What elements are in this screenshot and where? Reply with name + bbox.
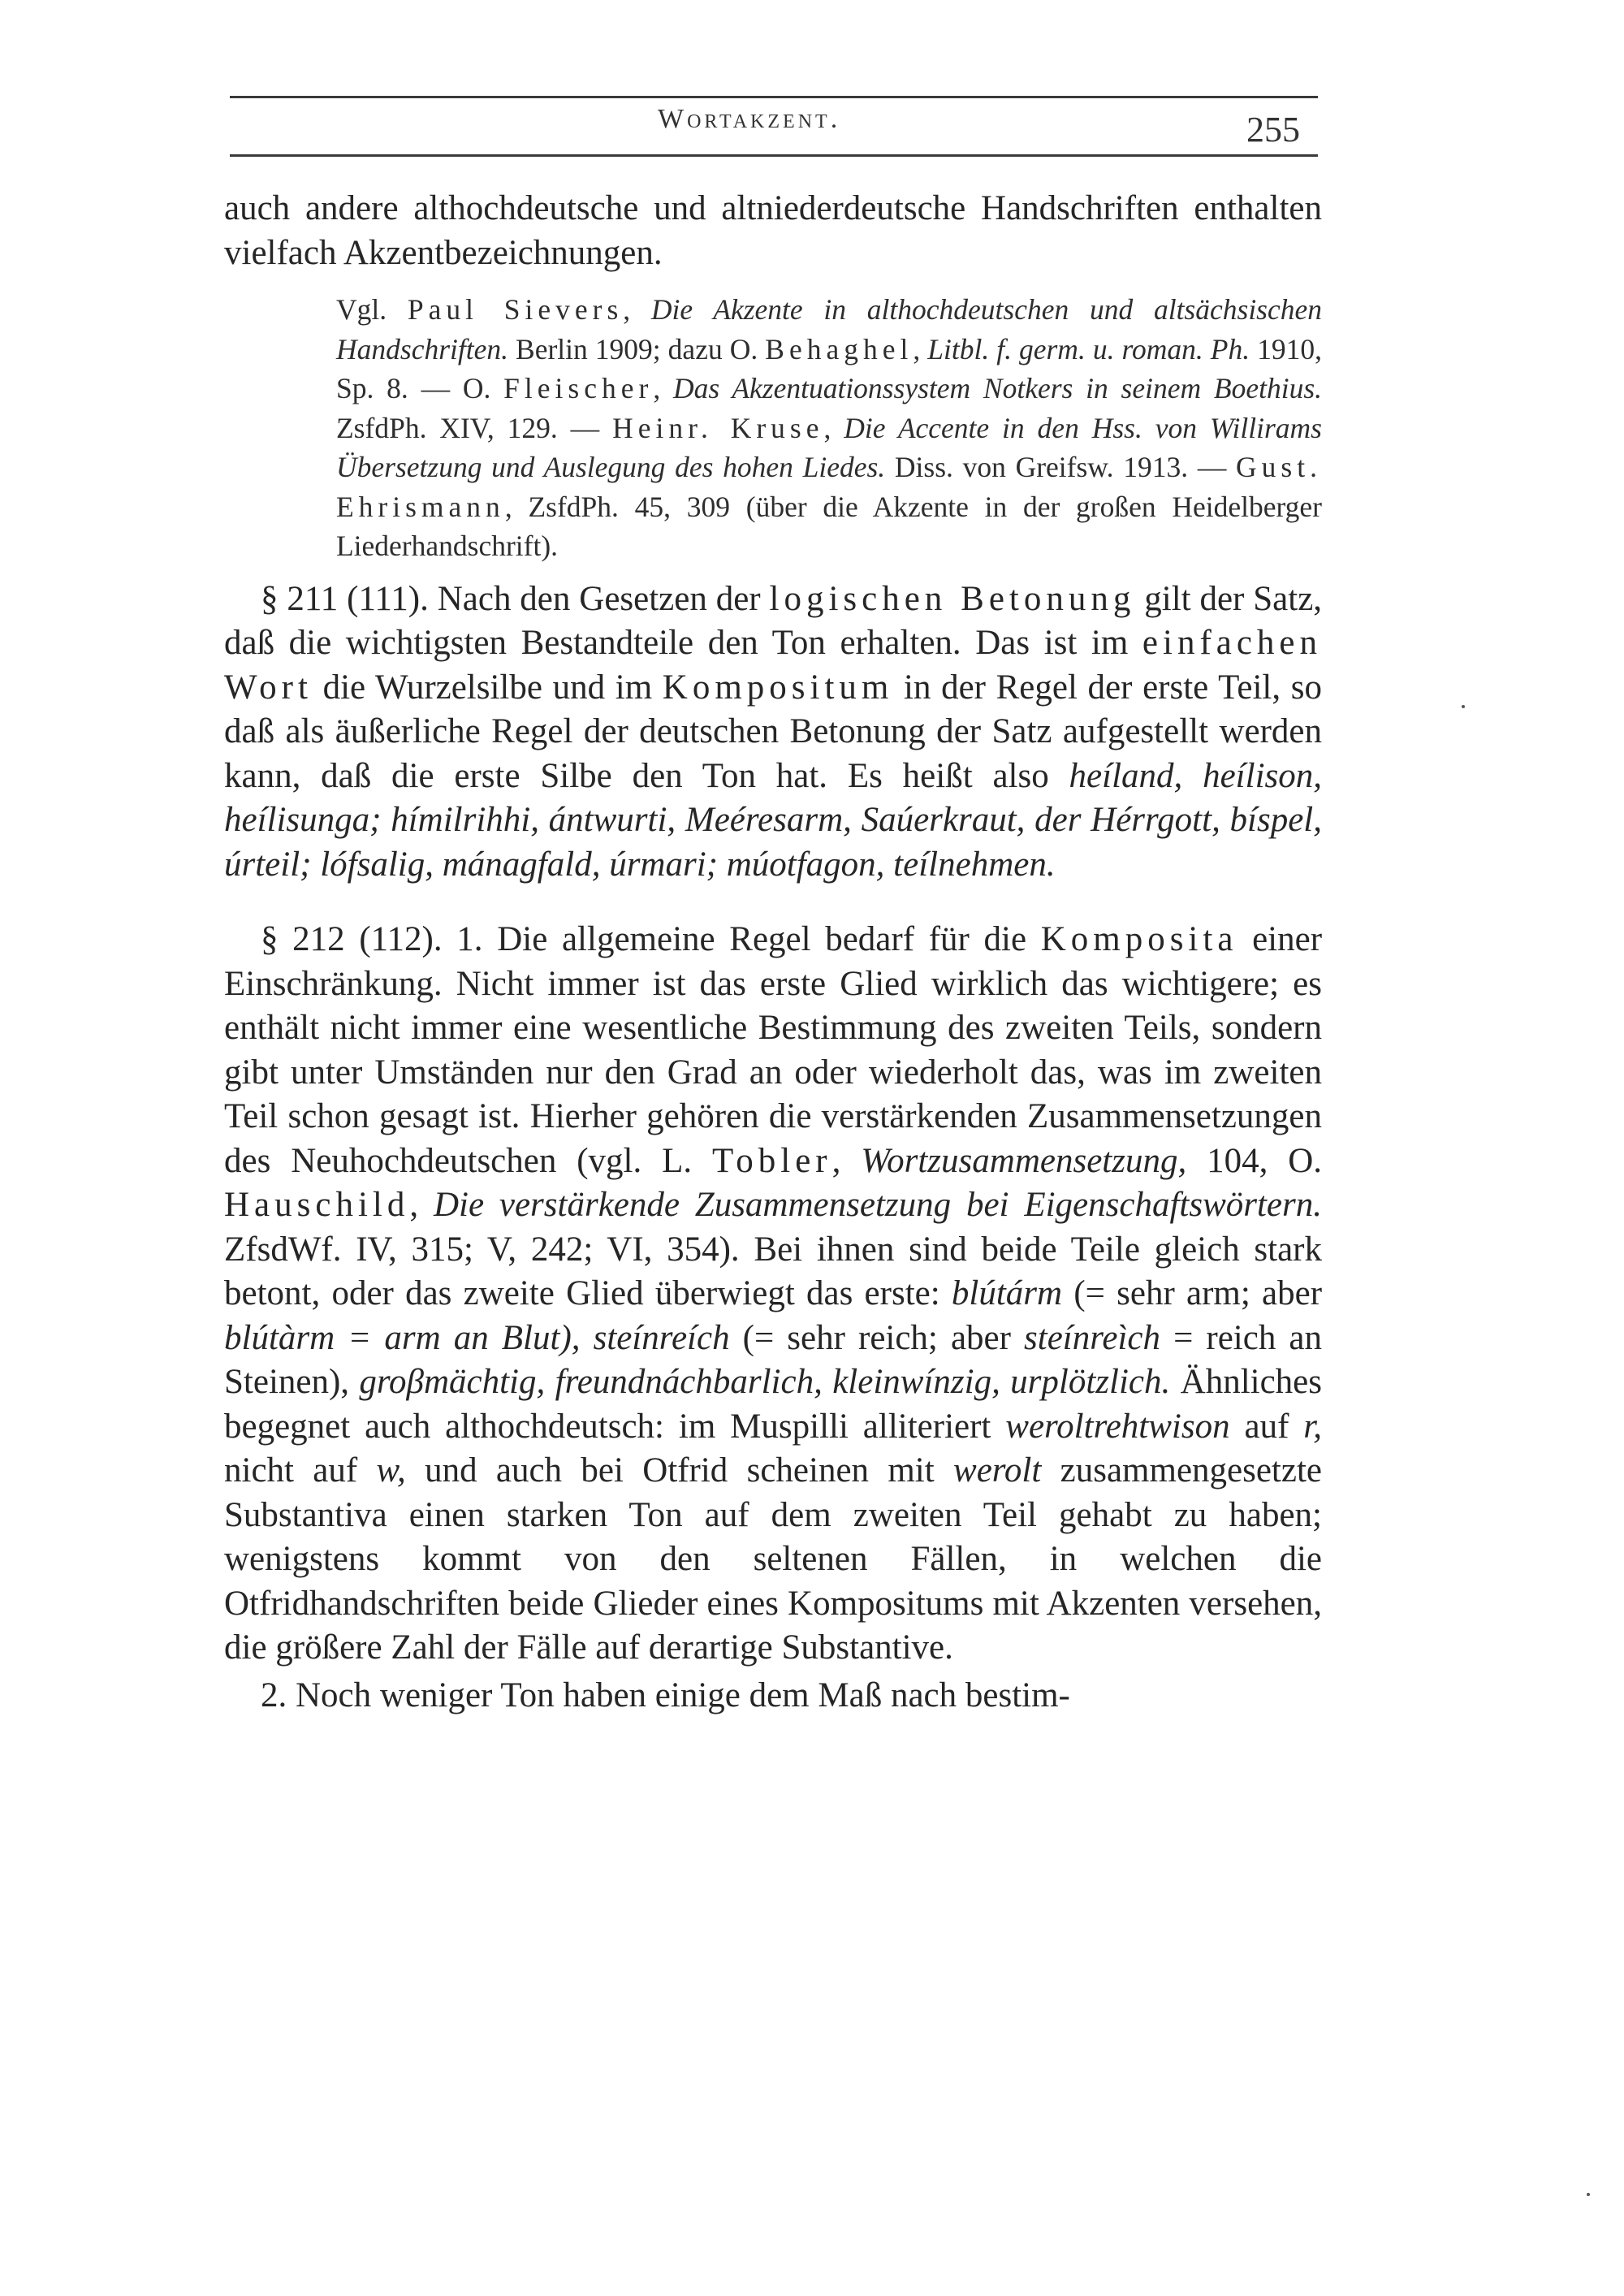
section-mark: § 211 (111). xyxy=(261,579,429,618)
section-211: § 211 (111). Nach den Gesetzen der logischen Betonung gilt der Satz, daß die wichtigsten Bestandteile den Ton erhalten. Das ist im einfachen Wort die Wurzelsilbe und im Kompositum in der Regel der erste Teil, so daß als äußerliche Regel der deutschen Betonung der Satz aufgestellt werden kann, daß die erste Silbe den Ton hat. Es heißt also heíland, heílison, heílisunga; hímilrihhi, ántwurti, Meéresarm, Saúerkraut, der Hérrgott, bíspel, úrteil; lófsalig, mánagfald, úrmari; múotfagon, teílnehmen. xyxy=(224,579,1323,884)
section-212: § 212 (112). 1. Die allgemeine Regel bedarf für die Komposita einer Einschränkung. Nicht immer ist das erste Glied wirklich das wichtigere; es enthält nicht immer eine wesentliche Bestimmung des zweiten Teils, sondern gibt unter Umständen nur den Grad an oder wiederholt das, was im zweiten Teil schon gesagt ist. Hierher gehören die verstärkenden Zusammensetzungen des Neuhochdeutschen (vgl. L. Tobler, Wortzusammensetzung, 104, O. Hauschild, Die verstärkende Zusammensetzung bei Eigenschaftswörtern. ZfsdWf. IV, 315; V, 242; VI, 354). Bei ihnen sind beide Teile gleich stark betont, oder das zweite Glied überwiegt das erste: blútárm (= sehr arm; aber blútàrm = arm an Blut), steínreích (= sehr reich; aber steínreìch = reich an Steinen), groβmächtig, freundnáchbarlich, kleinwínzig, urplötzlich. Ähnliches begegnet auch althochdeutsch: im Muspilli alliteriert weroltrehtwison auf r, nicht auf w, und auch bei Otfrid scheinen mit werolt zusammengesetzte Substantiva einen starken Ton auf dem zweiten Teil gehabt zu haben; wenigstens kommt von den seltenen Fällen, in welchen die Otfridhandschriften beide Glieder eines Kompositums mit Akzenten versehen, die größere Zahl der Fälle auf derartige Substantive. xyxy=(224,920,1323,1667)
paper-speck xyxy=(1462,705,1465,708)
header-top-rule xyxy=(230,96,1318,98)
page-number: 255 xyxy=(1246,110,1300,149)
bibliography-note: Vgl. Paul Sievers, Die Akzente in althochdeutschen und altsächsischen Handschriften. Berlin 1909; dazu O. Behaghel, Litbl. f. germ. u. roman. Ph. 1910, Sp. 8. — O. Fleischer, Das Akzentuationssystem Notkers in seinem Boethius. ZsfdPh. XIV, 129. — Heinr. Kruse, Die Accente in den Hss. von Willirams Übersetzung und Auslegung des hohen Liedes. Diss. von Greifsw. 1913. — Gust. Ehrismann, ZsfdPh. 45, 309 (über die Akzente in der großen Heidelberger Liederhandschrift). xyxy=(336,293,1323,562)
example-words: heíland, heílison, heílisunga; hímilrihhi, ántwurti, Meéresarm, Saúerkraut, der Hérrgott, bíspel, úrteil; lófsalig, mánagfald, úrmari; múotfagon, teílnehmen. xyxy=(224,756,1322,884)
paper-speck xyxy=(1587,2193,1590,2196)
section-mark: § 212 (112). xyxy=(261,920,443,958)
intro-paragraph: auch andere althochdeutsche und altniederdeutsche Handschriften enthalten vielfach Akzentbezeichnungen. xyxy=(224,189,1322,272)
header-bottom-rule xyxy=(230,154,1318,157)
body-text xyxy=(224,187,1322,1718)
running-head: Wortakzent. xyxy=(658,104,841,134)
section-212-point-2: 2. Noch weniger Ton haben einige dem Maß nach bestim- xyxy=(261,1676,1070,1714)
